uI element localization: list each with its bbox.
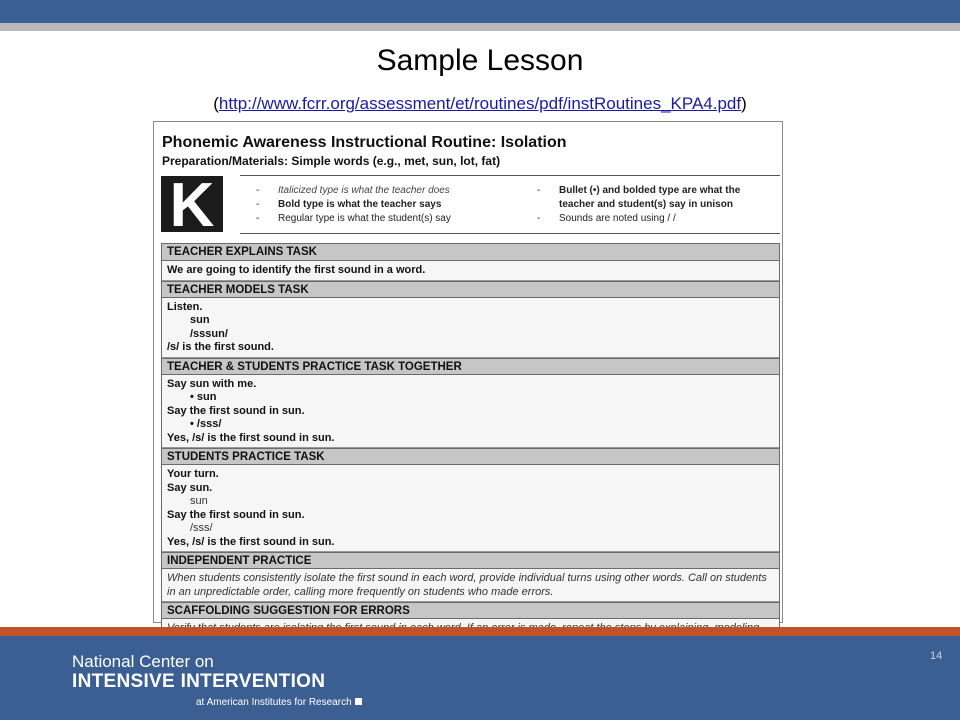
source-link[interactable]: http://www.fcrr.org/assessment/et/routines/pdf/instRoutines_KPA4.pdf (218, 94, 742, 113)
grade-k-badge (161, 171, 223, 240)
legend-item: - Bold type is what the teacher says (256, 199, 442, 210)
org-name-line1: National Center on (72, 652, 214, 671)
legend-item: - Regular type is what the student(s) say (256, 213, 451, 224)
legend-top-rule (240, 175, 780, 176)
line: Your turn. (167, 468, 219, 480)
line: Say sun. (167, 481, 213, 494)
affiliation-text: at American Institutes for Research (196, 697, 352, 708)
section-header: STUDENTS PRACTICE TASK (162, 448, 779, 465)
top-banner (0, 0, 960, 23)
grade-letter: K (169, 171, 215, 240)
section-body (162, 465, 779, 552)
line: /sssun/ (190, 327, 228, 340)
legend-left (256, 184, 451, 226)
line: /sss/ (190, 522, 213, 534)
source-citation (0, 94, 960, 114)
line: sun (190, 495, 208, 507)
slide-title: Sample Lesson (376, 44, 584, 77)
legend-bottom-rule (240, 233, 780, 234)
line: Listen. (167, 300, 203, 313)
top-stripe (0, 23, 960, 31)
lesson-document-image (153, 121, 783, 623)
section-body (162, 261, 779, 281)
line: sun (190, 314, 210, 326)
line: • /sss/ (190, 418, 222, 430)
legend-right (537, 184, 740, 226)
slide-number: 14 (930, 650, 943, 662)
line: When students consistently isolate the first sound in each word, provide individual turns using other words. Call on students in an unpredictable order, calling more frequently on students who made errors. (167, 572, 767, 598)
line: We are going to identify the first sound in a word. (167, 264, 426, 276)
section-header: INDEPENDENT PRACTICE (162, 552, 779, 569)
accent-stripe (0, 627, 960, 636)
org-name-line2: INTENSIVE INTERVENTION (72, 671, 326, 692)
line: Say the first sound in sun. (167, 508, 305, 521)
legend-item: - Italicized type is what the teacher does (256, 185, 450, 196)
line: Say the first sound in sun. (167, 404, 305, 417)
section-body (162, 569, 779, 602)
document-title: Phonemic Awareness Instructional Routine: Isolation (162, 134, 567, 151)
line: Yes, /s/ is the first sound in sun. (167, 535, 335, 548)
legend-item: - Bullet (•) and bolded type are what the (537, 185, 741, 196)
line: • sun (190, 391, 217, 403)
legend-item: teacher and student(s) say in unison (559, 199, 733, 210)
square-icon (355, 698, 362, 705)
line: Yes, /s/ is the first sound in sun. (167, 431, 335, 444)
line: Say sun with me. (167, 377, 257, 390)
org-affiliation (196, 697, 362, 708)
section-header: TEACHER MODELS TASK (162, 281, 779, 298)
section-header: TEACHER & STUDENTS PRACTICE TASK TOGETHER (162, 358, 779, 375)
section-body (162, 375, 779, 449)
citation-close-paren: ) (741, 94, 747, 113)
section-header: TEACHER EXPLAINS TASK (162, 244, 779, 261)
section-body (162, 298, 779, 358)
section-header: SCAFFOLDING SUGGESTION FOR ERRORS (162, 602, 779, 619)
citation-open-paren: ( (213, 94, 219, 113)
document-prep-materials: Preparation/Materials: Simple words (e.g., met, sun, lot, fat) (162, 154, 501, 168)
line: /s/ is the first sound. (167, 341, 274, 353)
routine-table (161, 243, 780, 639)
legend-item: - Sounds are noted using / / (537, 213, 676, 224)
